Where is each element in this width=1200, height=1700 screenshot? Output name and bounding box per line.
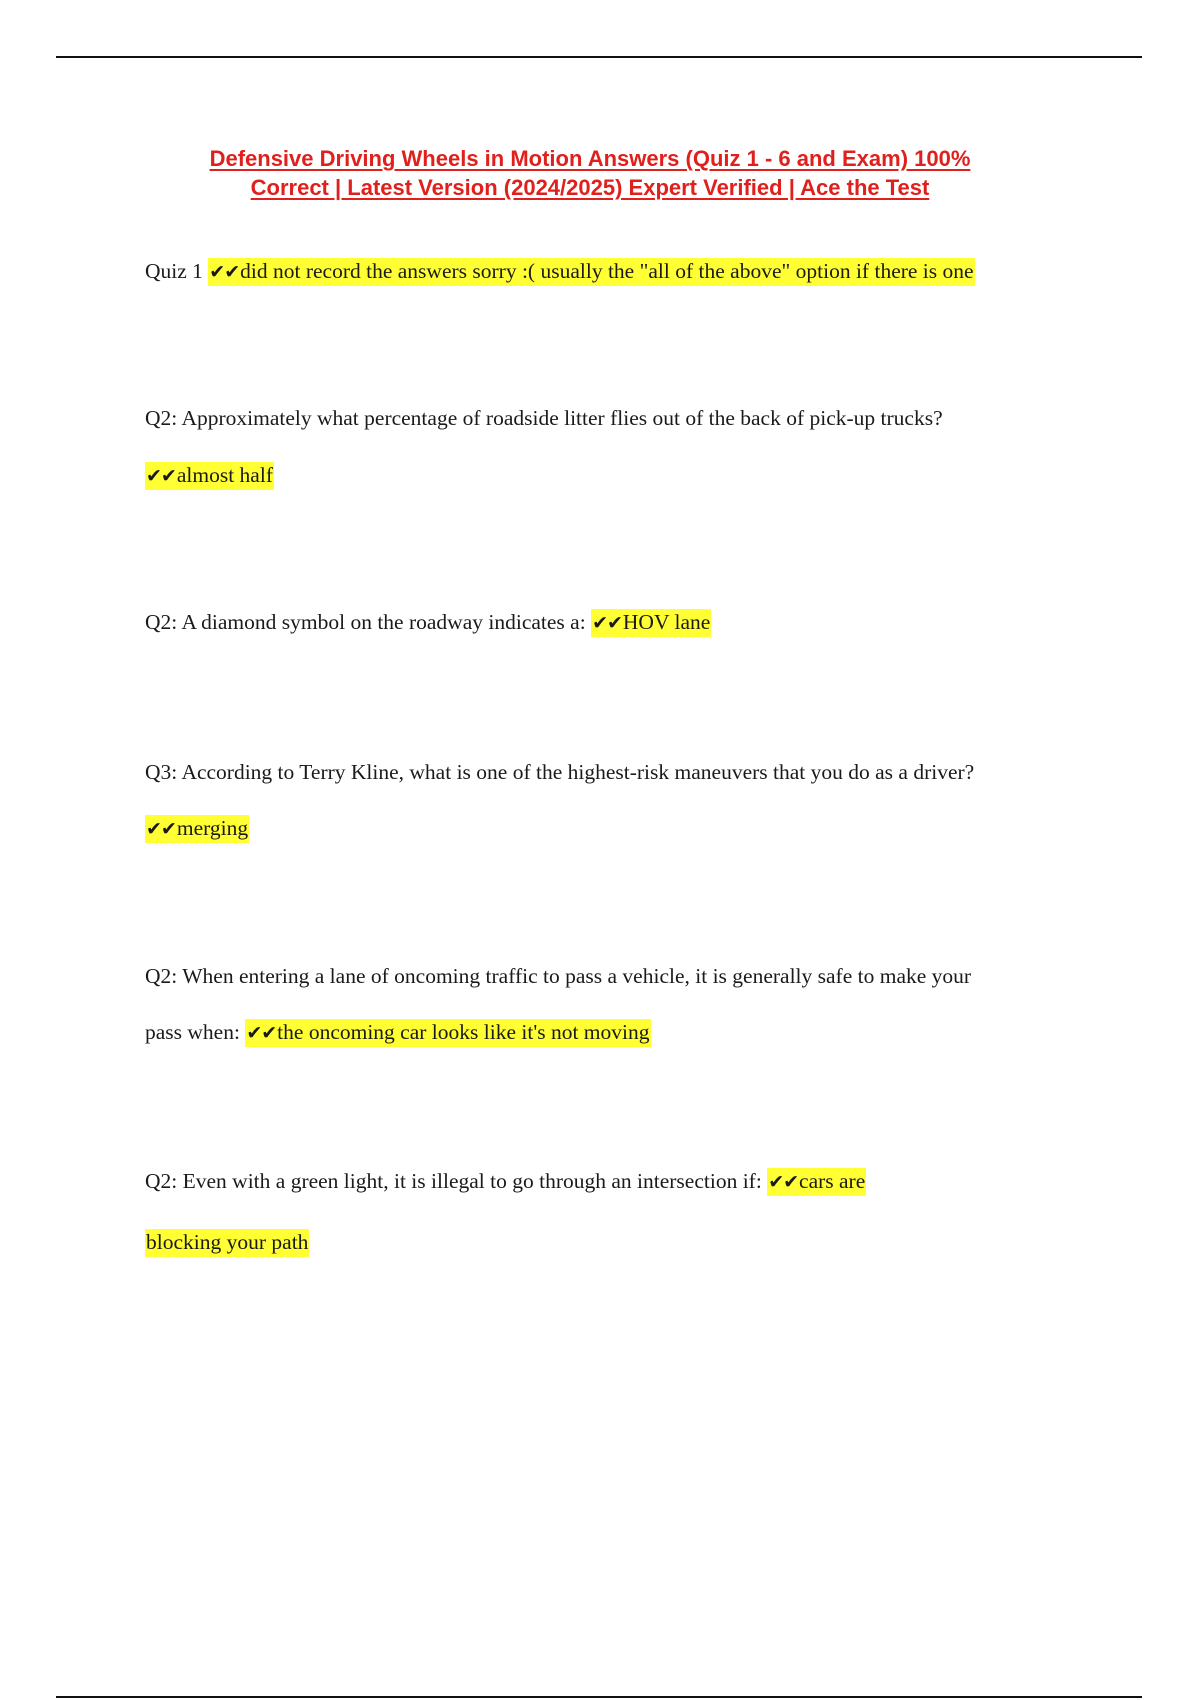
- qa-item-4-question: [145, 757, 974, 787]
- check-mark-icon: ✔✔: [146, 818, 176, 840]
- bottom-rule: [56, 1696, 1142, 1698]
- check-mark-icon: ✔✔: [592, 612, 622, 634]
- answer-highlight: [245, 1019, 650, 1047]
- title-line-1: Defensive Driving Wheels in Motion Answers (Quiz 1 - 6 and Exam) 100%: [209, 146, 971, 171]
- question-text: Q2: Even with a green light, it is illegal to go through an intersection if:: [145, 1169, 768, 1193]
- qa-item-2-question: [145, 403, 943, 433]
- answer-text: almost half: [176, 463, 273, 487]
- answer-text: HOV lane: [622, 610, 711, 634]
- answer-highlight: [767, 1168, 866, 1196]
- check-mark-icon: ✔✔: [768, 1171, 799, 1193]
- answer-text: the oncoming car looks like it's not moving: [277, 1020, 650, 1044]
- check-mark-icon: ✔✔: [146, 465, 176, 487]
- qa-item-6-answer: [145, 1227, 309, 1257]
- answer-highlight: [208, 258, 974, 286]
- title-line-2: Correct | Latest Version (2024/2025) Expert Verified | Ace the Test: [250, 175, 930, 200]
- qa-item-6-question: [145, 1166, 866, 1197]
- top-rule: [56, 56, 1142, 58]
- qa-item-5-question: [145, 961, 971, 991]
- answer-highlight-continued: [145, 1229, 309, 1257]
- answer-text-continued: blocking your path: [146, 1230, 309, 1254]
- qa-item-5-answer: [145, 1017, 651, 1048]
- answer-text: cars are: [799, 1169, 866, 1193]
- answer-highlight: [145, 815, 249, 843]
- answer-highlight: [145, 462, 274, 490]
- qa-item-2-answer: [145, 460, 274, 491]
- qa-item-3: [145, 607, 711, 638]
- question-text: Quiz 1: [145, 259, 209, 283]
- document-title: [140, 144, 1040, 202]
- qa-item-4-answer: [145, 813, 249, 844]
- question-text: Q2: A diamond symbol on the roadway indicates a:: [145, 610, 592, 634]
- answer-text: merging: [176, 816, 249, 840]
- check-mark-icon: ✔✔: [209, 261, 240, 283]
- qa-item-1: [145, 256, 975, 287]
- answer-text: did not record the answers sorry :( usually the "all of the above" option if there is one: [240, 259, 974, 283]
- answer-highlight: [591, 609, 711, 637]
- check-mark-icon: ✔✔: [246, 1022, 277, 1044]
- question-text-continued: pass when:: [145, 1020, 246, 1044]
- question-text: Q2: When entering a lane of oncoming traffic to pass a vehicle, it is generally safe to make your: [145, 964, 972, 988]
- question-text: Q3: According to Terry Kline, what is one of the highest-risk maneuvers that you do as a driver?: [145, 760, 975, 784]
- question-text: Q2: Approximately what percentage of roadside litter flies out of the back of pick-up trucks?: [145, 406, 943, 430]
